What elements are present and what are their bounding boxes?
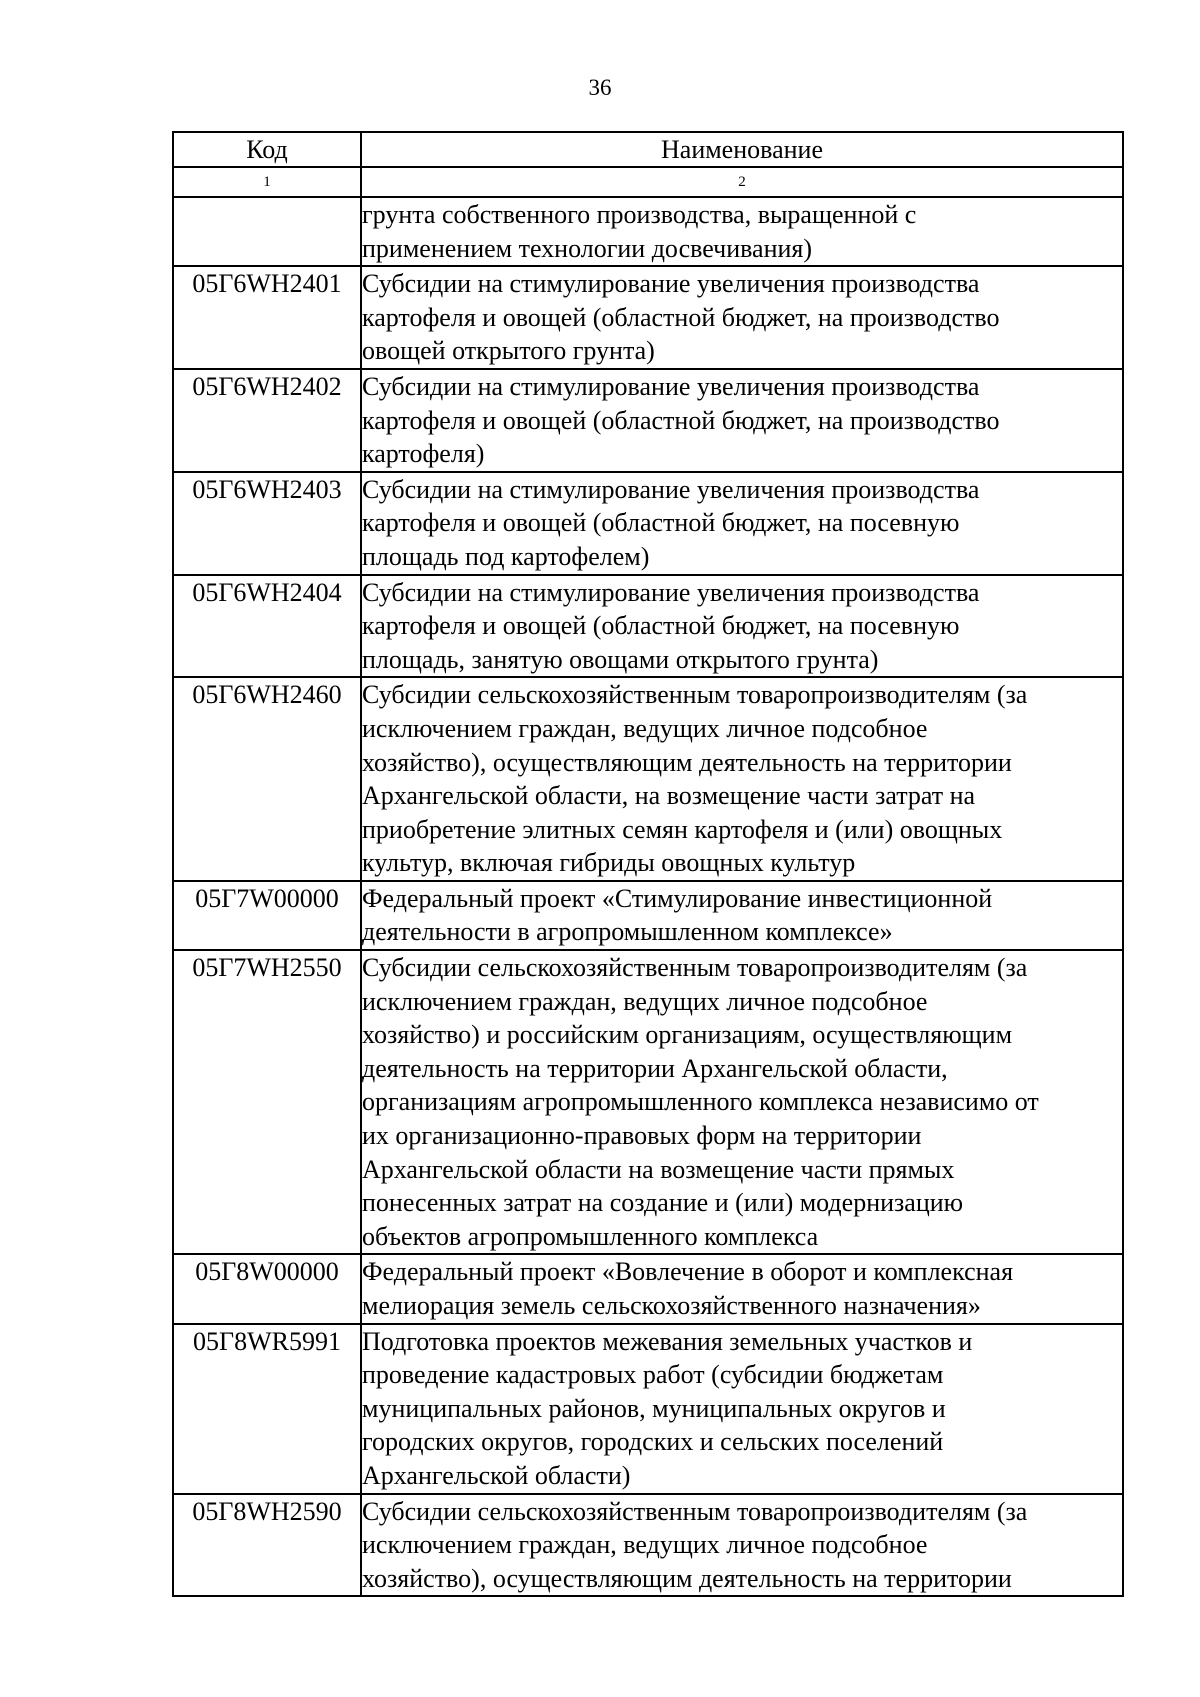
row-name-line: деятельность на территории Архангельской области, <box>362 1053 948 1083</box>
row-name <box>361 1494 1123 1597</box>
row-name-line: Субсидии сельскохозяйственным товаропроизводителям (за <box>362 680 1028 710</box>
row-name-line: мелиорация земель сельскохозяйственного назначения» <box>362 1291 981 1320</box>
page-number: 36 <box>588 75 612 100</box>
row-name-line: применением технологии досвечивания) <box>362 233 813 263</box>
table-row <box>173 950 1123 1254</box>
header-row <box>173 132 1123 167</box>
row-name <box>361 472 1123 575</box>
row-name-line: картофеля и овощей (областной бюджет, на производство <box>362 405 1000 435</box>
row-name <box>361 1254 1123 1323</box>
row-code <box>173 197 361 266</box>
row-name-line: Субсидии на стимулирование увеличения производства <box>362 474 980 504</box>
row-name-line: картофеля и овощей (областной бюджет, на производство <box>362 302 1000 332</box>
row-name-line: исключением граждан, ведущих личное подсобное <box>362 986 928 1016</box>
row-name <box>361 881 1123 950</box>
row-name <box>361 266 1123 369</box>
row-name-line: организациям агропромышленного комплекса независимо от <box>362 1087 1039 1117</box>
column-number-2: 2 <box>361 167 1123 197</box>
column-number-1: 1 <box>173 167 361 197</box>
column-number-row <box>173 167 1123 197</box>
row-name-line: Федеральный проект «Стимулирование инвестиционной <box>362 883 993 913</box>
row-name <box>361 950 1123 1254</box>
row-code: 05Г6WH2460 <box>173 677 361 881</box>
row-name-line: картофеля и овощей (областной бюджет, на посевную <box>362 611 960 641</box>
row-name-line: приобретение элитных семян картофеля и (или) овощных <box>362 814 1003 844</box>
row-name-line: культур, включая гибриды овощных культур <box>362 848 856 878</box>
row-name-line: картофеля и овощей (областной бюджет, на посевную <box>362 508 960 538</box>
row-name-line: Архангельской области, на возмещение части затрат на <box>362 781 976 811</box>
row-name-line: Субсидии сельскохозяйственным товаропроизводителям (за <box>362 1496 1028 1526</box>
header-code: Код <box>173 132 361 167</box>
row-name-line: площадь под картофелем) <box>362 541 650 571</box>
row-name-line: исключением граждан, ведущих личное подсобное <box>362 713 928 743</box>
row-name-line: Подготовка проектов межевания земельных участков и <box>362 1326 973 1356</box>
row-code: 05Г8W00000 <box>173 1254 361 1323</box>
row-name <box>361 197 1123 266</box>
table-row <box>173 197 1123 266</box>
row-name <box>361 369 1123 472</box>
row-name-line: Субсидии на стимулирование увеличения производства <box>362 269 980 299</box>
row-code: 05Г7WH2550 <box>173 950 361 1254</box>
row-name-line: их организационно-правовых форм на территории <box>362 1121 922 1151</box>
code-table <box>172 131 1124 1597</box>
row-name-line: исключением граждан, ведущих личное подсобное <box>362 1530 928 1560</box>
row-code: 05Г6WH2402 <box>173 369 361 472</box>
row-name-line: Субсидии сельскохозяйственным товаропроизводителям (за <box>362 953 1028 983</box>
table-row <box>173 575 1123 678</box>
row-name-line: грунта собственного производства, выращенной с <box>362 200 917 229</box>
row-name-line: площадь, занятую овощами открытого грунта) <box>362 644 879 674</box>
table-body <box>173 132 1123 1596</box>
header-name: Наименование <box>361 132 1123 167</box>
row-code: 05Г6WH2404 <box>173 575 361 678</box>
table-row <box>173 881 1123 950</box>
row-code: 05Г6WH2403 <box>173 472 361 575</box>
row-name-line: овощей открытого грунта) <box>362 336 655 366</box>
row-name-line: Субсидии на стимулирование увеличения производства <box>362 577 980 607</box>
row-name-line: Архангельской области на возмещение части прямых <box>362 1154 955 1184</box>
row-name-line: деятельности в агропромышленном комплексе» <box>362 917 893 947</box>
table-row <box>173 266 1123 369</box>
row-code: 05Г6WH2401 <box>173 266 361 369</box>
row-name-line: понесенных затрат на создание и (или) модернизацию <box>362 1188 964 1218</box>
row-code: 05Г8WR5991 <box>173 1324 361 1494</box>
row-name <box>361 575 1123 678</box>
row-name <box>361 1324 1123 1494</box>
row-name-line: объектов агропромышленного комплекса <box>362 1221 819 1251</box>
row-name-line: Федеральный проект «Вовлечение в оборот и комплексная <box>362 1257 1014 1287</box>
row-code: 05Г7W00000 <box>173 881 361 950</box>
row-name-line: хозяйство), осуществляющим деятельность на территории <box>362 1563 1012 1593</box>
row-name-line: хозяйство), осуществляющим деятельность на территории <box>362 747 1012 777</box>
table-row <box>173 472 1123 575</box>
row-name-line: муниципальных районов, муниципальных округов и <box>362 1393 946 1423</box>
table-row <box>173 369 1123 472</box>
table-row <box>173 1494 1123 1597</box>
row-name-line: Субсидии на стимулирование увеличения производства <box>362 371 980 401</box>
row-name-line: картофеля) <box>362 439 485 469</box>
row-name-line: хозяйство) и российским организациям, осуществляющим <box>362 1020 1013 1050</box>
table-row <box>173 1254 1123 1323</box>
row-name-line: проведение кадастровых работ (субсидии бюджетам <box>362 1360 944 1390</box>
table-row <box>173 1324 1123 1494</box>
row-name <box>361 677 1123 881</box>
row-name-line: городских округов, городских и сельских поселений <box>362 1427 944 1457</box>
row-code: 05Г8WH2590 <box>173 1494 361 1597</box>
table-row <box>173 677 1123 881</box>
row-name-line: Архангельской области) <box>362 1460 631 1490</box>
